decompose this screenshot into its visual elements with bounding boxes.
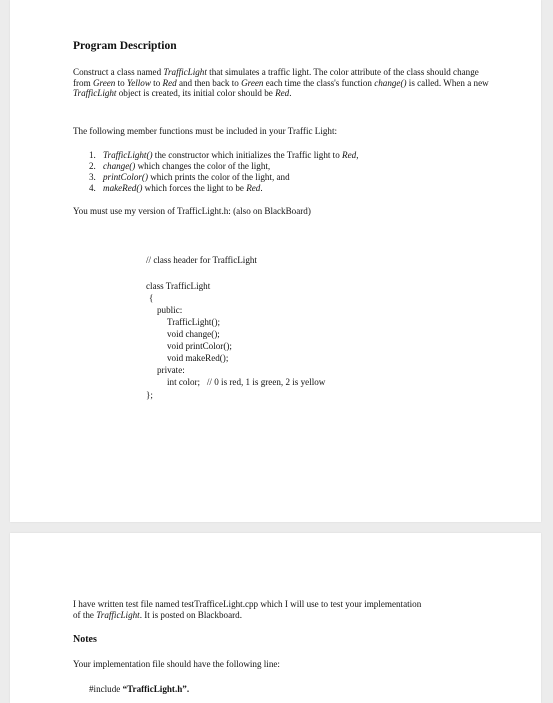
color-green: Green	[241, 77, 264, 88]
member-number: 3.	[89, 172, 96, 182]
member-description: which prints the color of the light, and	[147, 172, 290, 182]
code-print: void printColor();	[167, 341, 232, 351]
member-color: Red	[246, 183, 261, 193]
code-private: private:	[157, 365, 185, 375]
code-ctor: TrafficLight();	[167, 317, 221, 327]
code-makered: void makeRed();	[167, 353, 229, 363]
include-line	[89, 684, 189, 694]
test-file-line-1: I have written test file named testTrafficeLight.cpp which I will use to test your implementation	[73, 599, 422, 609]
member-item	[89, 150, 358, 160]
code-comment: // class header for TrafficLight	[146, 255, 257, 265]
program-description-heading: Program Description	[73, 40, 177, 52]
member-number: 4.	[89, 183, 96, 193]
color-red: Red	[162, 77, 177, 88]
code-class-line: class TrafficLight	[146, 281, 211, 291]
member-description: which changes the color of the light,	[135, 161, 271, 171]
class-name: TrafficLight	[96, 610, 140, 620]
notes-heading: Notes	[73, 634, 97, 645]
include-directive: #include	[89, 684, 123, 694]
member-function-name: TrafficLight()	[103, 150, 153, 160]
color-yellow: Yellow	[126, 77, 151, 88]
member-function-name: makeRed()	[103, 183, 143, 193]
must-use-line: You must use my version of TrafficLight.h: (also on BlackBoard)	[73, 206, 311, 216]
class-name: TrafficLight	[163, 67, 207, 77]
document-page-2	[10, 533, 541, 703]
intro-text: object is created, its initial color should be	[116, 88, 276, 99]
document-page-1	[10, 0, 541, 522]
member-function-name: change()	[103, 161, 136, 171]
code-field: int color; // 0 is red, 1 is green, 2 is yellow	[167, 377, 326, 387]
color-green: Green	[92, 77, 116, 88]
class-name: TrafficLight	[73, 88, 117, 99]
member-description: the constructor which initializes the Traffic light to	[152, 150, 343, 160]
member-number: 1.	[89, 150, 96, 160]
intro-text: is called. When a new	[406, 77, 489, 88]
member-description: which forces the light to be	[142, 183, 247, 193]
test-file-line-2	[73, 610, 493, 621]
impl-file-line: Your implementation file should have the following line:	[73, 659, 280, 669]
member-item	[89, 183, 263, 193]
include-filename: “TrafficLight.h”.	[122, 684, 190, 694]
code-open-brace: {	[149, 293, 154, 303]
color-red: Red	[275, 88, 290, 99]
intro-paragraph	[73, 67, 493, 99]
code-close: };	[146, 390, 153, 400]
test-text: of the	[73, 610, 97, 620]
members-intro: The following member functions must be included in your Traffic Light:	[73, 126, 338, 136]
member-punct: .	[260, 183, 263, 193]
intro-text: .	[289, 88, 292, 99]
intro-text: that simulates a traffic light. The color attribute of the class should change from	[73, 67, 479, 88]
intro-text: Construct a class named	[73, 67, 164, 77]
member-punct: ,	[356, 150, 359, 160]
code-public: public:	[157, 305, 183, 315]
member-function-name: printColor()	[103, 172, 148, 182]
intro-text: to	[115, 77, 127, 88]
intro-text: and then back to	[176, 77, 242, 88]
member-item	[89, 161, 270, 171]
member-number: 2.	[89, 161, 96, 171]
code-change: void change();	[167, 329, 220, 339]
member-item	[89, 172, 290, 182]
intro-text: to	[150, 77, 163, 88]
member-color: Red	[342, 150, 357, 160]
intro-text: each time the class's function	[263, 77, 375, 88]
test-text: . It is posted on Blackboard.	[139, 610, 242, 620]
change-function: change()	[374, 77, 407, 88]
